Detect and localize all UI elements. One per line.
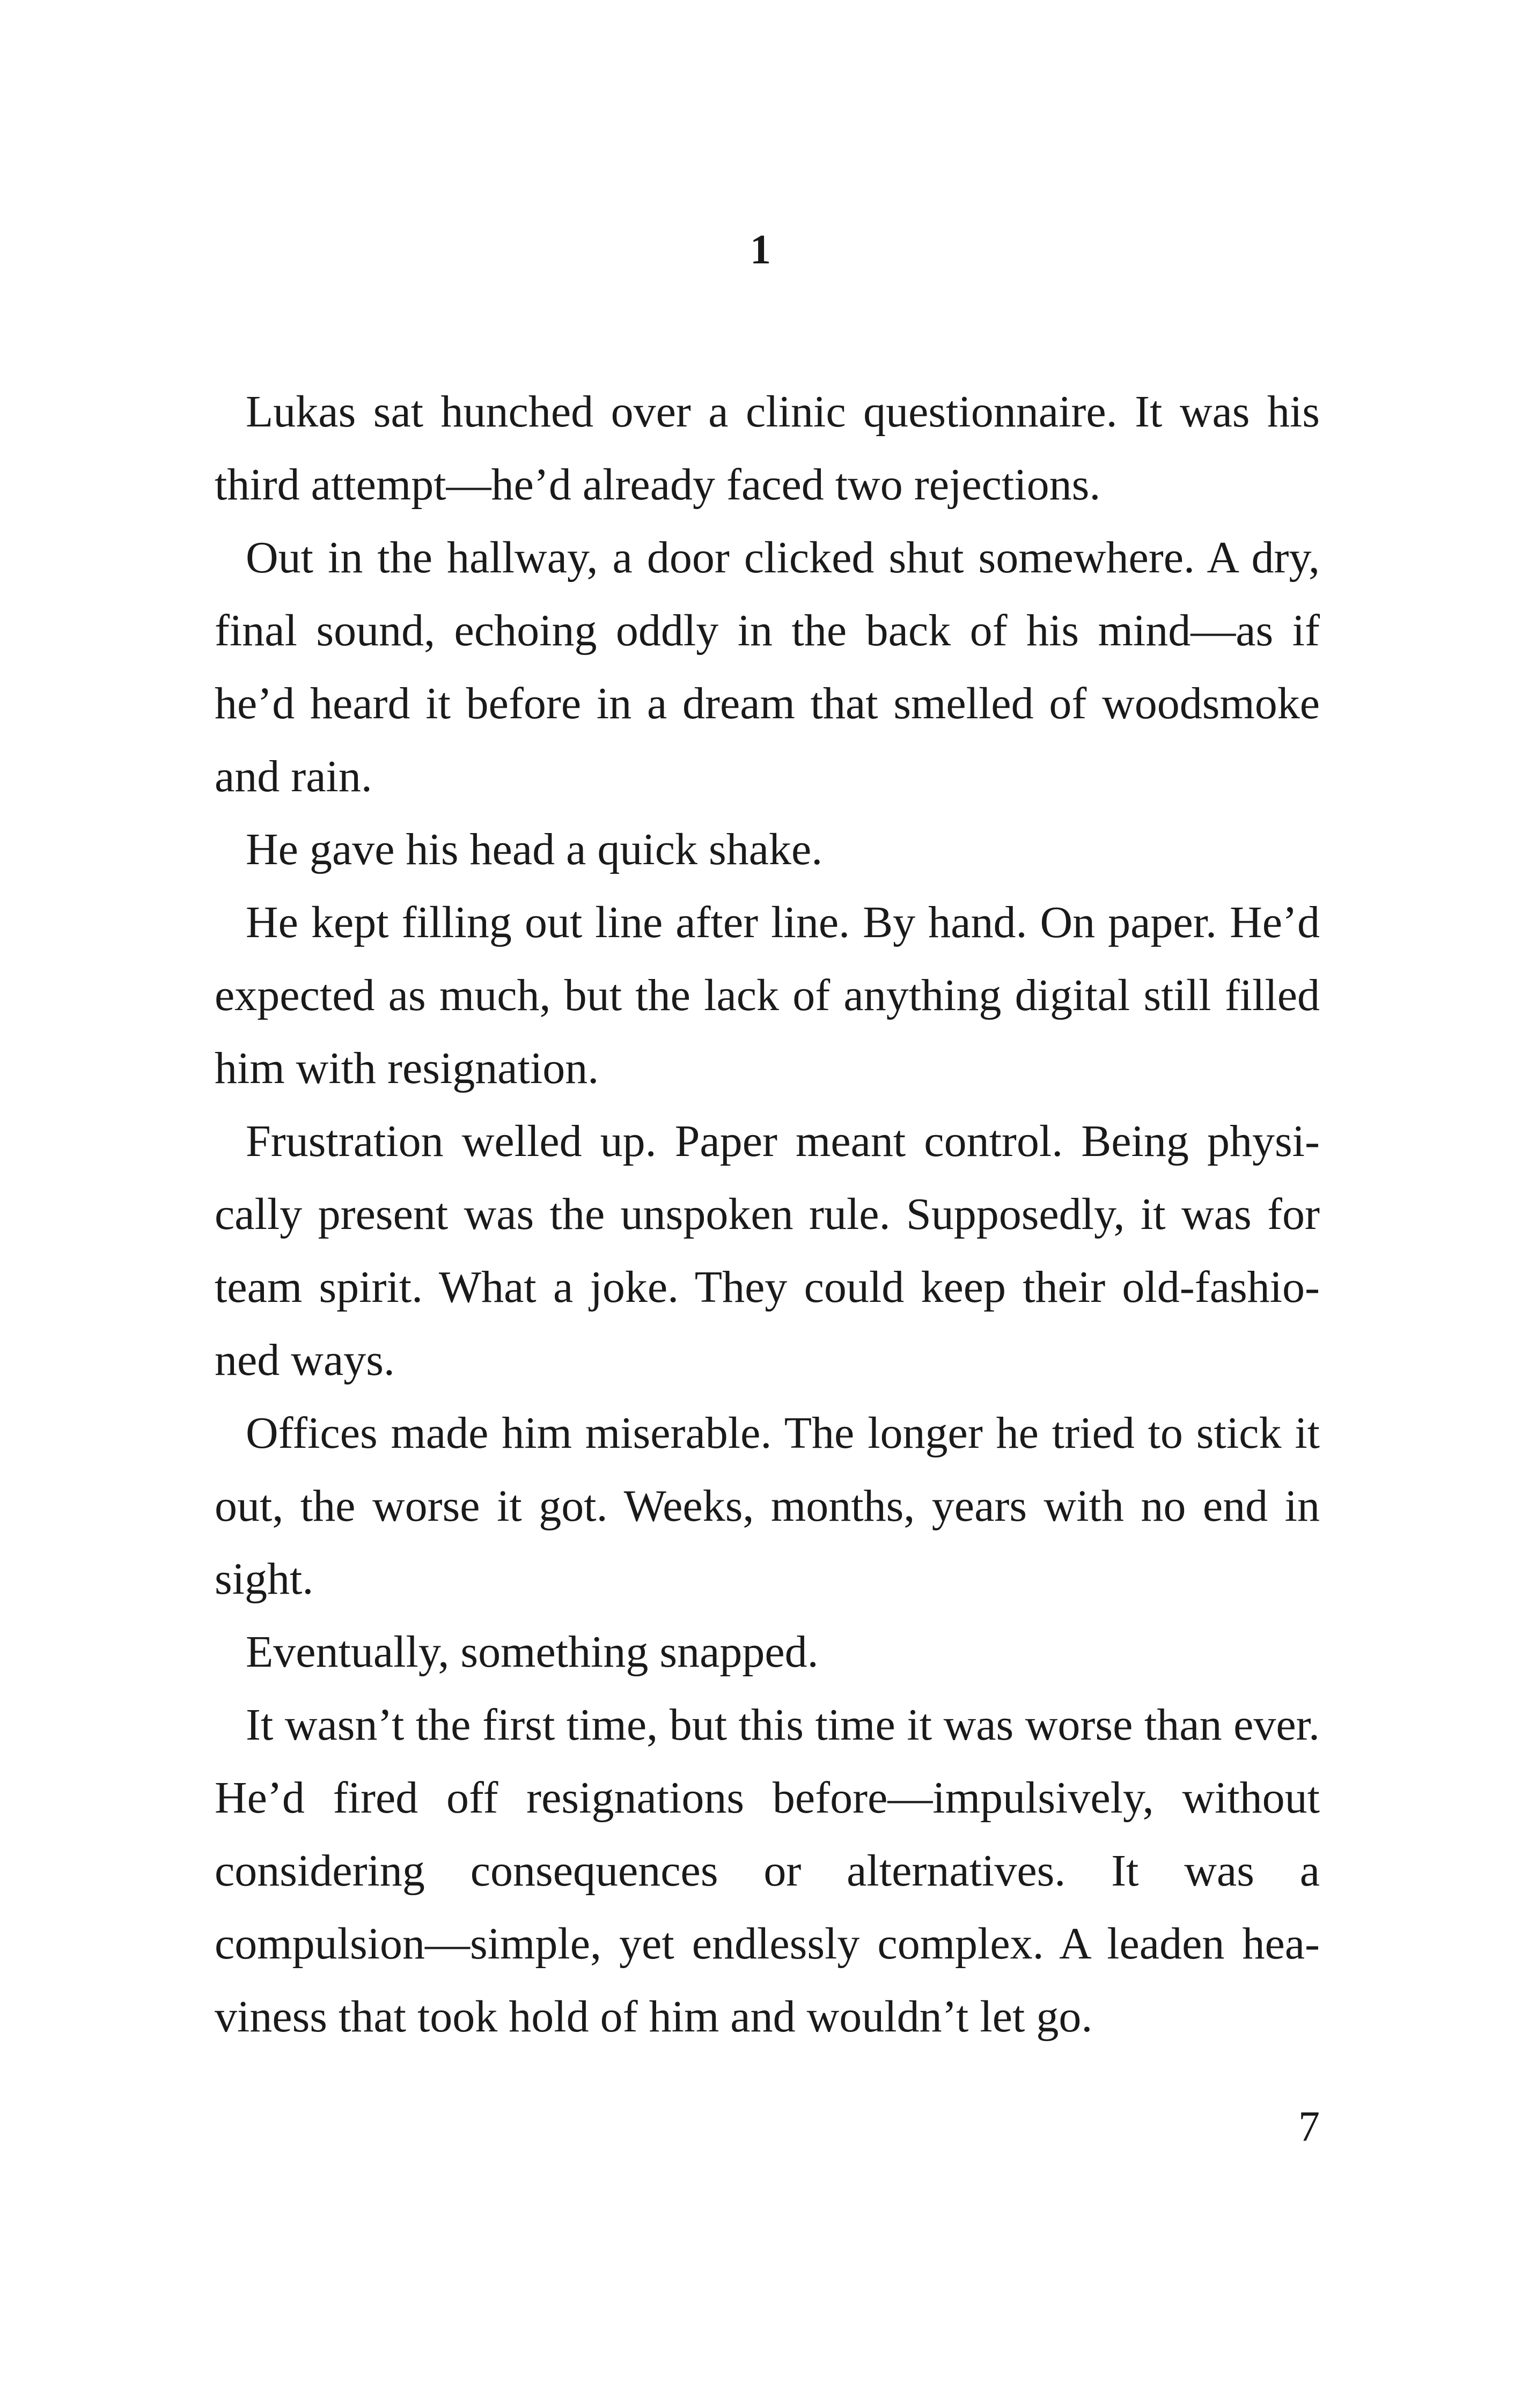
chapter-body — [215, 375, 1320, 2053]
paragraph: It wasn’t the first time, but this time it was worse than ever. He’d fired off resignations before—impulsively, without considering consequences or alternatives. It was a compulsion—simple, yet endlessly complex. A leaden heaviness that took hold of him and wouldn’t let go. — [215, 1700, 1320, 2042]
paragraph: Out in the hallway, a door clicked shut somewhere. A dry, final sound, echoing oddly in the back of his mind—as if he’d heard it before in a dream that smelled of woodsmoke and rain. — [215, 533, 1320, 801]
paragraph: Eventually, something snapped. — [246, 1627, 819, 1677]
paragraph: Offices made him miserable. The longer he tried to stick it out, the worse it got. Weeks, months, years with no end in sight. — [215, 1408, 1320, 1604]
paragraph: He gave his head a quick shake. — [246, 824, 823, 874]
paragraph: He kept filling out line after line. By hand. On paper. He’d expected as much, but the lack of anything digital still filled him with resignation. — [215, 897, 1320, 1093]
chapter-number: 1 — [750, 226, 771, 273]
paragraph: Frustration welled up. Paper meant control. Being physically present was the unspoken rule. Supposedly, it was for team spirit. What a joke. They could keep their old-fashioned ways. — [215, 1116, 1320, 1385]
page-number: 7 — [1298, 2103, 1320, 2151]
paragraph: Lukas sat hunched over a clinic questionnaire. It was his third attempt—he’d already faced two rejections. — [215, 387, 1320, 510]
